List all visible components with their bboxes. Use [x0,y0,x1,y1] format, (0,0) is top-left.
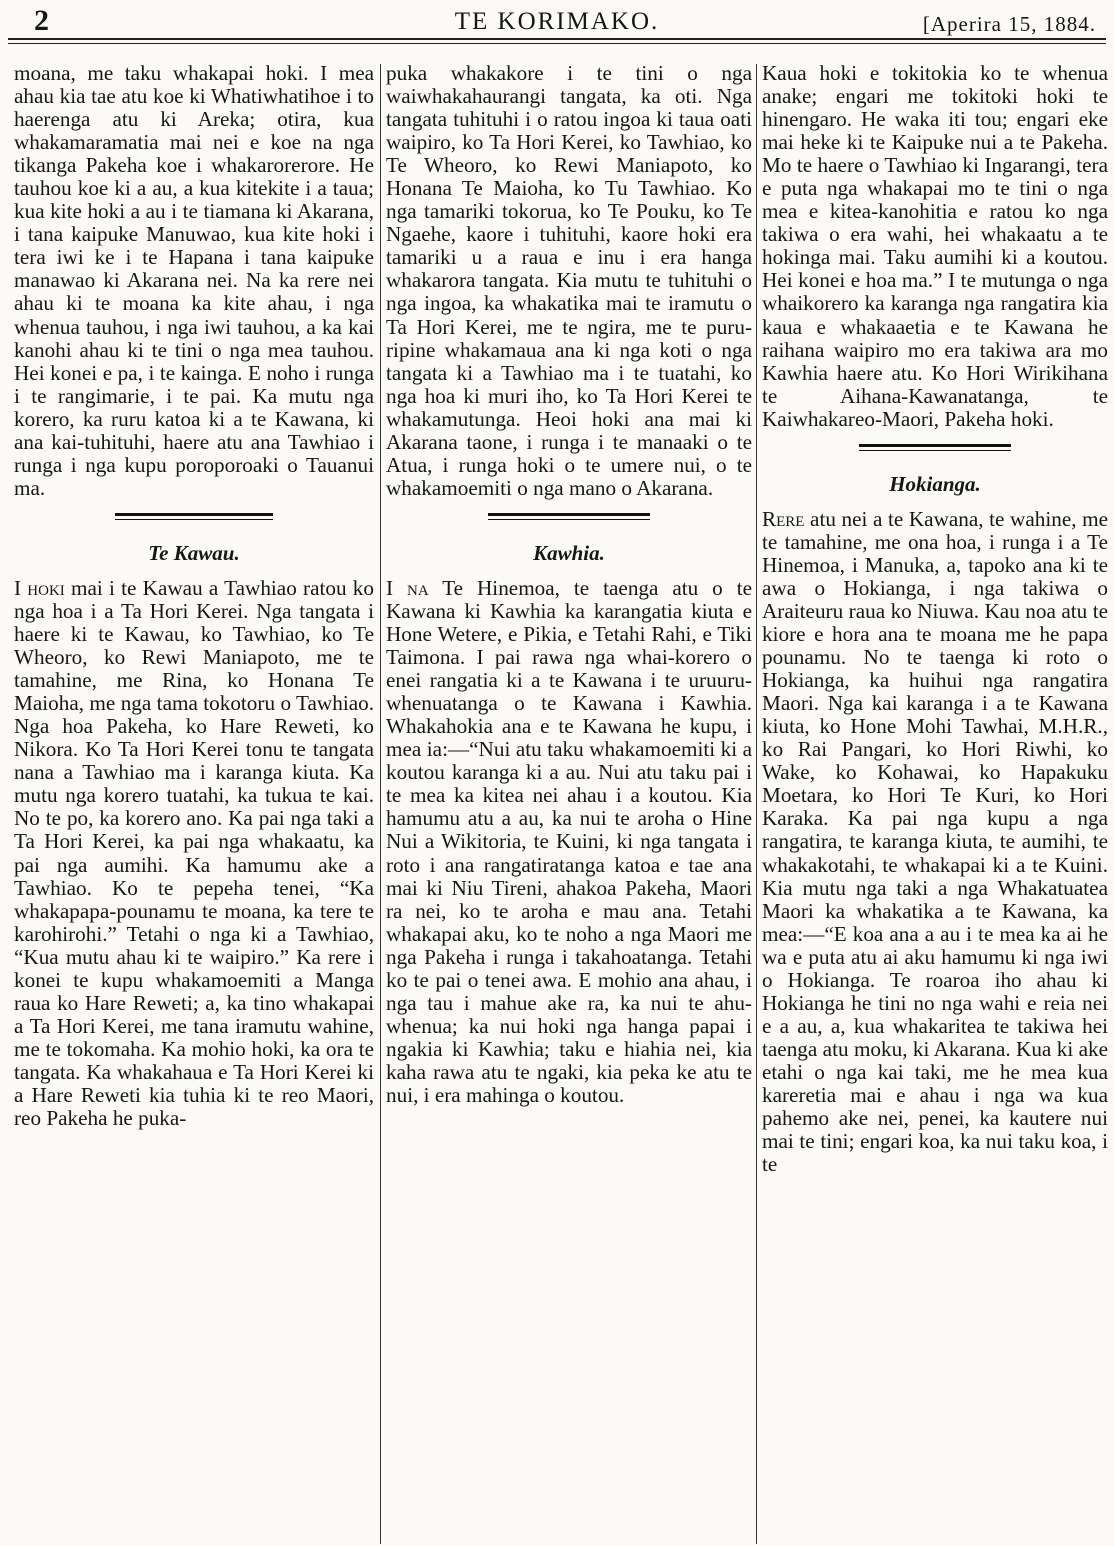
issue-date: [Aperira 15, 1884. [922,12,1096,36]
article-text: Te Hinemoa, te taenga atu o te Kawana ki Kawhia ka karangatia kiuta e Hone Wetere, e Pikia, e Tetahi Rahi, e Tiki Taimona. I pai rawa nga whai-korero o enei rangatia ki a te Kawana i te uruuru-whenuatanga o te Kawana i Kawhia. Whakahokia ana e te Kawana he kupu, i mea ia:—“Nui atu taku whakamoemiti ki a koutou karanga ki a au. Nui atu taku pai i te mea ka kitea nei ahau i a koutou. Kia hamumu atu a au, ka nui te aroha o Hine Nui a Wikitoria, te Kuini, ki nga tangata i roto i ana rangatiratanga katoa e tae ana mai ki Niu Tireni, ahakoa Pakeha, Maori ra nei, ko te aroha e mau ana. Tetahi whakapai aku, ko te noho a nga Maori me nga Pakeha i runga i takahoatanga. Tetahi ko te pai o tenei awa. E mohio ana ahau, i nga tau i mahue ake ra, ka nui te ahu-whenua; ka nui hoki nga hanga papai i ngakia ki Kawhia; taku e hiahia nei, kia kaha rawa atu te ngaki, kia peka ke atu te nui, i era mahinga o koutou. [386,575,752,1107]
article-body [14,577,374,1130]
article-continuation: moana, me taku whakapai hoki. I mea ahau kia tae atu koe ki Whatiwhatihoe i to haerenga atu ki Areka; otira, kua whakamaramatia mai nei e koe na nga tikanga Pakeha koe i whakarorerore. He tauhou koe ki a au, a kua kitekite i a taua; kua kite hoki a au i te tiamana ki Akarana, i tana kaipuke Manuwao, kua kite hoki i tera iwi ke i te Hapana i tana kaipuke manawao ki Akarana nei. Na ka rere nei ahau ki te moana ka kite ahau, i nga whenua tauhou, i nga iwi tauhou, a ka kai kanohi ahau ki te tini o nga mea tauhou. Hei konei e pa, i te kainga. E noho i runga i te rangimarie, i te pai. Ka mutu nga korero, ka ruru katoa ki a te Kawana, ki ana kai-tuhituhi, haere atu ana Tawhiao i runga i nga kupu poroporoaki o Tauanui ma. [14,61,374,500]
page-header [10,2,1104,38]
article-body [762,508,1108,1176]
article-body [386,577,752,1107]
header-rule [8,38,1106,40]
section-heading: Kawhia. [533,540,605,565]
lead-words: I na [386,575,429,600]
lead-words: I hoki [14,575,65,600]
article-continuation: Kaua hoki e tokitokia ko te whenua anake; engari me tokitoki hoki te hinengaro. He waka iti tou; engari eke mai heke ki te Kaipuke nui a te Pakeha. Mo te haere o Tawhiao ki Ingarangi, tera e puta nga whakapai mo te tini o nga mea e kitea-kanohitia e ratou ko nga takiwa o era wahi, hei whakaatu a te hokinga mai. Taku aumihi ki a koutou. Hei konei e hoa ma.” I te mutunga o nga whaikorero ka karanga nga rangatira kia kaua e whakaaetia e te Kawana he raihana waipiro mo era takiwa ara mo Kawhia haere atu. Ko Hori Wirikihana te Aihana-Kawanatanga, te Kaiwhakareo-Maori, Pakeha hoki. [762,61,1108,431]
column-divider [380,64,381,1544]
section-separator [386,508,752,530]
lead-words: Rere [762,506,805,531]
column-divider [756,64,757,1544]
section-heading: Te Kawau. [148,540,240,565]
column-3 [762,62,1108,1176]
page-number: 2 [34,4,49,37]
column-1 [14,62,374,1130]
section-separator [14,508,374,530]
newspaper-title: TE KORIMAKO. [454,8,660,35]
article-continuation: puka whakakore i te tini o nga waiwhakahaurangi tangata, ka oti. Nga tangata tuhituhi i o ratou ingoa ki taua oati waipiro, ko Ta Hori Kerei, ko Tawhiao, ko Te Wheoro, ko Rewi Maniapoto, ko Honana Te Maioha, ko Tu Tawhiao. Ko nga tamariki tokorua, ko Te Pouku, ko Te Ngaehe, kaore i tuhituhi, kaore hoki era tamariki u a raua e inu i era hanga whakarora tangata. Kia mutu te tuhituhi o nga ingoa, ka whakatika mai te iramutu o Ta Hori Kerei, me te ngira, me te puru-ripine whakamaua ana ki nga koti o nga tangata ki a Tawhiao ma i te tuatahi, ko nga hoa ki muri iho, ko Ta Hori Kerei te whakamutunga. Heoi hoki ana mai ki Akarana taone, i runga i te manaaki o te Atua, i runga hoki o te umere nui, o te whakamoemiti o nga mano o Akarana. [386,61,752,500]
section-separator [762,439,1108,461]
section-heading: Hokianga. [889,471,981,496]
header-rule-thin [8,43,1106,44]
column-2 [386,62,752,1107]
article-text: mai i te Kawau a Tawhiao ratou ko nga hoa i a Ta Hori Kerei. Nga tangata i haere ki te Kawau, ko Tawhiao, ko Te Wheoro, ko Rewi Maniapoto, me te tamahine, me Rina, ko Honana Te Maioha, me nga tama tokotoru o Tawhiao. Nga hoa Pakeha, ko Hare Reweti, ko Nikora. Ko Ta Hori Kerei tonu te tangata nana a Tawhiao ma i karanga kiuta. Ka mutu nga korero tuatahi, ka tukua te kai. No te po, ka korero ano. Ka pai nga taki a Ta Hori Kerei, ka pai nga whakaatu, ka pai nga aumihi. Ka hamumu ake a Tawhiao. Ko te pepeha tenei, “Ka whakapapa-pounamu te moana, ka tere te karohirohi.” Tetahi o nga ki a Tawhiao, “Kua mutu ahau ki te waipiro.” Ka rere i konei te kupu whakamoemiti a Manga raua ko Hare Reweti; a, ka tino whakapai a Ta Hori Kerei, me tana iramutu wahine, me te tokomaha. Ka mohio hoki, ka ora te tangata. Ka whakahaua e Ta Hori Kerei ki a Hare Reweti kia tuhia ki te reo Maori, reo Pakeha he puka- [14,575,374,1131]
article-text: atu nei a te Kawana, te wahine, me te tamahine, me ona hoa, i runga i a Te Hinemoa, i Manuka, a, tapoko ana ki te awa o Hokianga, i nga takiwa o Araiteuru raua ko Niuwa. Kau noa atu te kiore e hora ana te moana me he papa pounamu. No te taenga ki roto o Hokianga, ka huihui nga rangatira Maori. Nga kai karanga i a te Kawana kiuta, ko Hone Mohi Tawhai, M.H.R., ko Rai Pangari, ko Hori Riwhi, ko Wake, ko Kohawai, ko Hapakuku Moetara, ko Hori Te Kuri, ko Hori Karaka. Ka pai nga kupu a nga rangatira, te karanga kiuta, te aumihi, te whakakotahi, te whakapai ki a te Kuini. Kia mutu nga taki a nga Whakatuatea Maori ka whakatika a te Kawana, ka mea:—“E koa ana a au i te mea ka ai he wa e puta atu ai aku hamumu ki nga iwi o Hokianga. Te roaroa iho ahau ki Hokianga he tini no nga wahi e reia nei e a au, a, kua whakaritea te takiwa hei taenga atu moku, ki Akarana. Kua ki ake etahi o nga kai taki, me he mea kua kareretia mai e ahau i nga wa kua pahemo ake nei, penei, ka kautere nui mai te tini; engari koa, ka nui taku koa, i te [762,506,1108,1177]
